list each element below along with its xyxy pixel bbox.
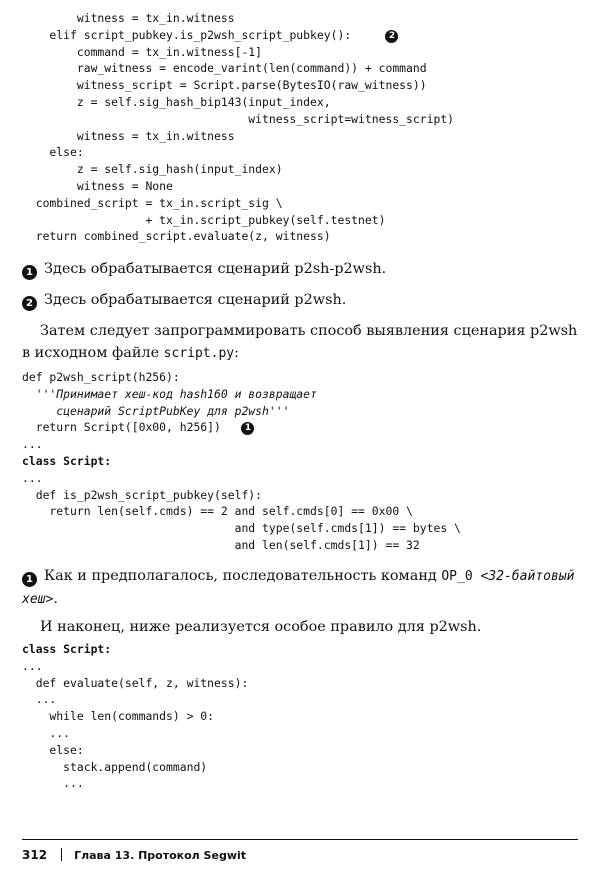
code-line: ...	[22, 437, 43, 452]
page-number: 312	[22, 848, 48, 862]
footer-separator	[61, 848, 62, 861]
code-line: combined_script = tx_in.script_sig \	[22, 195, 283, 210]
code-line: ...	[22, 470, 43, 485]
code-line: command = tx_in.witness[-1]	[22, 44, 263, 59]
code-line: elif script_pubkey.is_p2wsh_script_pubkey(): 2	[22, 27, 454, 44]
code-line: and len(self.cmds[1]) == 32	[22, 537, 420, 552]
callout-marker: 2	[22, 296, 37, 311]
code-line: witness = tx_in.witness	[22, 11, 235, 25]
code-line: '''Принимает хеш-код hash160 и возвращает	[22, 386, 317, 401]
callout-marker: 1	[22, 265, 37, 280]
callout-marker: 1	[241, 422, 254, 435]
code-line: z = self.sig_hash(input_index)	[22, 162, 283, 177]
code-block-evaluate	[22, 641, 248, 792]
code-line: else:	[22, 742, 84, 757]
code-block-p2wsh-script	[22, 369, 461, 554]
code-line: z = self.sig_hash_bip143(input_index,	[22, 94, 331, 109]
code-line: ...	[22, 658, 43, 673]
callout-note-1	[22, 258, 582, 280]
paragraph-p2wsh-detection: Затем следует запрограммировать способ выявления сценария p2wsh в исходном файле script.py:	[22, 323, 578, 361]
code-line: witness_script = Script.parse(BytesIO(raw_witness))	[22, 78, 427, 93]
code-line: class Script:	[22, 642, 112, 656]
code-line: witness = None	[22, 178, 173, 193]
code-line: stack.append(command)	[22, 759, 208, 774]
code-line: while len(commands) > 0:	[22, 709, 215, 724]
code-line: ...	[22, 692, 57, 707]
code-line: raw_witness = encode_varint(len(command)) + command	[22, 61, 427, 76]
page-footer	[22, 848, 246, 862]
callout-marker: 2	[385, 30, 398, 43]
chapter-title: Глава 13. Протокол Segwit	[74, 849, 247, 862]
code-line: return len(self.cmds) == 2 and self.cmds[0] == 0x00 \	[22, 504, 413, 519]
code-block-evaluate-witness	[22, 10, 454, 245]
inline-code-hash: <32-байтовый хеш>	[22, 569, 575, 607]
code-line: witness_script=witness_script)	[22, 111, 455, 126]
callout-note-op0: 1 Как и предполагалось, последовательность команд OP_0 <32-байтовый хеш>.	[22, 568, 575, 607]
code-line: + tx_in.script_pubkey(self.testnet)	[22, 212, 386, 227]
code-line: def evaluate(self, z, witness):	[22, 675, 249, 690]
paragraph-special-rule: И наконец, ниже реализуется особое правило для p2wsh.	[40, 619, 482, 635]
code-line: and type(self.cmds[1]) == bytes \	[22, 521, 461, 536]
code-line: def is_p2wsh_script_pubkey(self):	[22, 487, 263, 502]
callout-text: Здесь обрабатывается сценарий p2sh-p2wsh.	[44, 261, 387, 277]
code-line: class Script:	[22, 453, 112, 468]
code-line: сценарий ScriptPubKey для p2wsh'''	[22, 403, 290, 418]
code-line: def p2wsh_script(h256):	[22, 370, 180, 384]
code-line: else:	[22, 145, 84, 160]
callout-note-2	[22, 289, 582, 311]
inline-code-filename: script.py	[163, 346, 235, 361]
code-line: return combined_script.evaluate(z, witness)	[22, 229, 331, 244]
footer-divider	[22, 839, 578, 840]
code-line: ...	[22, 725, 71, 740]
code-line: witness = tx_in.witness	[22, 128, 235, 143]
inline-code-op0: OP_0	[441, 569, 473, 584]
code-line: ...	[22, 776, 84, 791]
code-line: return Script([0x00, h256]) 1	[22, 419, 461, 436]
callout-marker: 1	[22, 572, 37, 587]
callout-text: Здесь обрабатывается сценарий p2wsh.	[44, 292, 347, 308]
